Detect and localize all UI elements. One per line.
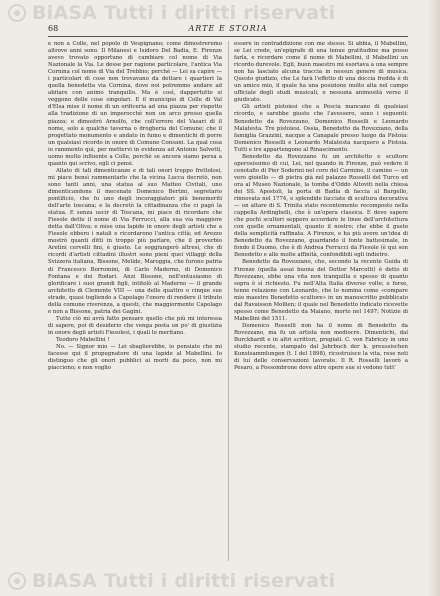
paragraph: Benedetto da Rovezzano fu un architetto e scultore operosissimo di cui, Lei, nel quando in Firenze, può vedere il cenotafio di Pier Soderini nel coro del Carmine, il camino — un vero gioiello — di pietra già nel palazzo Rosselli del Turco ed ora al Museo Nazionale, la tomba d'Oddo Altoviti nella chiesa dei SS. Apostoli, la porta di Badia di faccia al Bargello, rinnovata nel 1774, e splendide facciate di scultura decorativa — un altare di S. Trinita stato recentemente recomposto nella cappella Ardinghelli, che è un'opera classica. E devo sapere che pochi scultori seppero accordare le linee dell'architettura con quelle ornamentali, quanto il nostro; che ebbe il gusto della semplicità raffinata. A Firenze, e ha più avere un'idea di Benedetto da Rovezzano, guardando il fonte battesimale, in fondo il Duomo, che è di Andrea Ferrucci da Fiesole (è qui son Benedetto e alle molte affinità, confondibili egli indietro. [234,153,408,259]
page-number: 68 [48,24,59,33]
paragraph: Allato di tali dimenticanze e di tali onori troppo frettolosi, mi piace bensì rammentarlo che la vicina Lucca decretò, non sono tanti anni, una statua al suo Matteo Civitali, uno dimenticandone il mecenate Domenico Bertini, segretario pontificio, che fu uno degli incoraggiatori più benemeriti dell'arte toscana; e la decretò la cittadinanza che ci pagò la statua. E senza uscir di Toscana, mi piace di ricordare che Fiesole dette il nome di Via Ferrucci, alla sua via maggiore detta dall'Oliva; e mise una lapide in onore degli artisti che a Fiesole ebbero i natali e ricordarono l'antica città; ed Arezzo mostrò quanti dìtti in troppo più parlare, che il proverbio Aretini cervelli fini, è giusto. Le soggiungerò altresì, che di ricordi d'artisti cittadini illustri sono pieni quei villaggi della Svizzera italiana, Bissone, Melide, Maroggia, che furono patria di Francesco Borromini, di Carlo Maderno, di Domenico Fontana e dei Rodari. Anzi Bissone, nell'entusiasmo di glorificare i suoi grandi figli, intitolò al Maderno — il grande architetto di Clemente VIII — una delle quattro o cinque sue strade, quasi togliendo a Capolago l'onore di rendere il tributo della comune riverenza, a questi, che maggiormente Capolago e non a Bissone, patria dei Gagini. [48,167,222,315]
seal-icon [8,4,26,22]
paragraph: Teodoro Mabellini ! [56,336,110,343]
watermark-bottom [8,568,432,594]
paragraph: Domenico Rosselli non ha il nome di Benedetto da Rovezzano, ma fu un artista non mediocre. Dimentichi, dal Burckhardt e in altri scrittori, pregiati. C. von Fabriczy in uno studio recente, stampato dal Jahrbuch der k. preussischen Kunstsammlungen (t. I del 1898), ricostruisce la vita, rese noti di lui delle conservazioni lavorate. Il R. Rosselli lavorò a Pesaro, a Fossombrone dove altre opere sue si vedono tutt' [234,322,408,372]
seal-icon [8,572,26,590]
paragraph: No. — Signor mio — Lei sbaglierebbe, io pensiate che mi facesse qui il propugnatore di una lapide al Mabellini. Io distinguo che gli onori pubblici ai morti da poco, non mi piacciono; e non voglio [48,344,222,372]
paragraph: Gli artisti pistoiesi che a Pescia mancano di qualsiasi ricordo, e sarebbe giusto che l'avessero, sono i seguenti: Benedetto da Rovezzano, Domenico Rosselli e Leonardo Malatesta. Tre pistoiesi. Ossia, Benedetto da Rovezzano, della famiglia Grazzini, nacque a Canapale presso luogo da Pistoia: Domenico Rosselli e Leonardo Malatesta nacquero a Pistoia. Tutti e tre appartengono al Rinascimento. [234,104,408,153]
paragraph: Benedetto da Rovezzano, che, secondo la recente Guida di Firenze (quella assai buona del Dottor Marcotti) è detto di Rovezzano, ebbe una vita non tranquilla e spesso di quanto sopra è sì richiesto. Fu nell'Alta Italia diverso volte; e forse, tenne relazione con Leonardo, che lo nomina come «compare mio maestro Benedetto scultore» in un manoscritto pubblicato dal Ravaisson Mollien; il quale nel Benedetto indicato ricevette spesso come Benedetto da Maiano, morto nel 1497; Notizie di Mabellini del 1511. [234,259,408,322]
watermark-text: BiASA Tutti i diritti riservati [32,570,336,592]
page-edge-shadow [428,0,440,596]
paragraph: e non a Colle, nel popolo di Vespignano; come dimostreremo altrove anni sono. Il Milanesi e Isidoro Del Badia, E. Firenze avevo trovato opportuno di cambiare col nome di Via Nazionale la Via. Le desse per ragione particolare, l'antica Via Cornina col nome di Via del Trebbio; perchè — Lei sa capire — i particolari di cose non trovavano da dettare i quartieri la quella benedetta via Cornina, dove noi potremmo andare ad abitare con animo tranquillo. Ma è così, dappertutto si veggono delle cose singolari. E il municipio di Colle di Val d'Elsa mise il nome di un orificeria ad una piazza per rispetto alla tradizione di un imperocchè non un arco presso quella piazza; e dimostrò Arnolfo, che coll'errore del Vasari di il nome, solo a qualche taverna o drogheria del Comune; che il progettato monumento e andato in fumo e dimentichi di porre un qualsiasi ricordo in onore di Comune Consani. La qual cosa io rammento qui, per mettervi in evidenza ad Antonio Salvetti, uomo molto influente a Colle, perchè se ancora siamo persa a quanto qui scrivo, egli ci pensi. [48,41,222,167]
column-divider [228,41,229,561]
right-column [234,41,408,563]
paragraph: Tutto ciò mi avrà fatto pensare quello che più mi interessa di sapere, poi di desiderio che venga posta un po' di giustizia in onore degli artisti Fiesolesi, i quali lo meritano. [48,315,222,336]
running-title: ARTE E STORIA [188,24,268,33]
header-rule [48,36,408,37]
paragraph: essere in contraddizione con me stesso. Si abbia, il Mabellini, se Lei crede, un'epigrafe di una tenue gratitudine ma posso farla, e ricordare come il nome di Mabellini, il Mabellini un ricordo durevole. Egli, buon maestro mi esortava a una sempre non ha lasciato alcuna traccia in nessun genere di musica. Questo giudizio, che Le farà l'effetto di una doccia fredda è di un amico mio, il quale ha una posizione molto alta nel campo ufficiale degli studi musicali, e nessuna animosità verso il giudicato. [234,41,408,104]
watermark-text: BiASA Tutti i diritti riservati [32,2,336,24]
page-header [48,22,408,36]
left-column [48,41,222,563]
